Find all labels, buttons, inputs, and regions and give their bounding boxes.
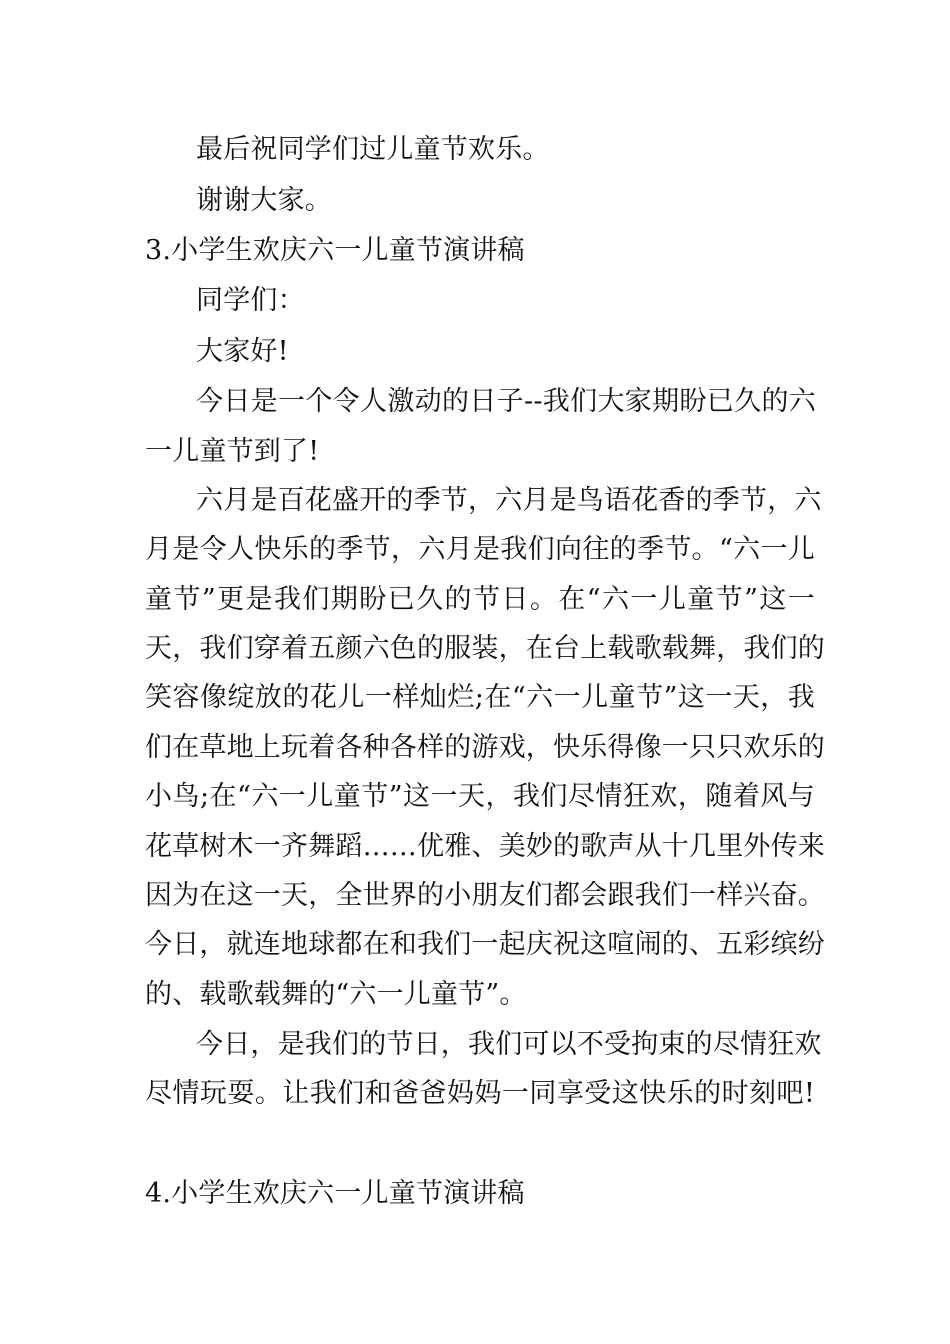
paragraph-line: 的、载歌载舞的“六一儿童节”。 [145, 979, 527, 1010]
paragraph-line: 月是令人快乐的季节，六月是我们向往的季节。“六一儿 [145, 534, 815, 565]
paragraph-line: 笑容像绽放的花儿一样灿烂;在“六一儿童节”这一天，我 [145, 682, 815, 713]
paragraph-line: 天，我们穿着五颜六色的服装，在台上载歌载舞，我们的 [145, 633, 825, 664]
closing-wish-line: 最后祝同学们过儿童节欢乐。 [196, 134, 550, 165]
hello-line: 大家好! [196, 336, 289, 367]
paragraph-line: 花草树木一齐舞蹈……优雅、美妙的歌声从十几里外传来 [145, 831, 825, 862]
paragraph-line: 们在草地上玩着各种各样的游戏，快乐得像一只只欢乐的 [145, 732, 825, 763]
paragraph-line: 今日，是我们的节日，我们可以不受拘束的尽情狂欢 [196, 1029, 822, 1060]
greeting-line: 同学们： [196, 285, 305, 316]
paragraph-line: 小鸟;在“六一儿童节”这一天，我们尽情狂欢，随着风与 [145, 781, 815, 812]
paragraph-line: 尽情玩耍。让我们和爸爸妈妈一同享受这快乐的时刻吧! [145, 1078, 815, 1109]
paragraph-line: 因为在这一天，全世界的小朋友们都会跟我们一样兴奋。 [145, 880, 825, 911]
paragraph-line: 今日是一个令人激动的日子--我们大家期盼已久的六 [196, 386, 816, 417]
paragraph-line: 今日，就连地球都在和我们一起庆祝这喧闹的、五彩缤纷 [145, 929, 825, 960]
section-heading-4: 4.小学生欢庆六一儿童节演讲稿 [145, 1178, 525, 1209]
section-heading-3: 3.小学生欢庆六一儿童节演讲稿 [145, 235, 525, 266]
paragraph-line: 六月是百花盛开的季节，六月是鸟语花香的季节，六 [196, 485, 822, 516]
thanks-line: 谢谢大家。 [196, 185, 332, 216]
paragraph-line: 童节”更是我们期盼已久的节日。在“六一儿童节”这一 [145, 584, 815, 615]
paragraph-line: 一儿童节到了! [145, 436, 320, 467]
